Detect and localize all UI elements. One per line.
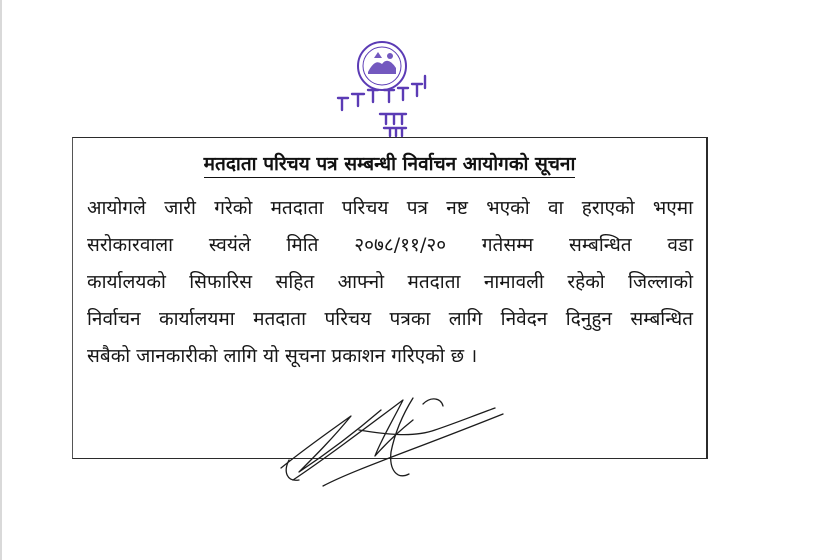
notice-title-text: मतदाता परिचय पत्र सम्बन्धी निर्वाचन आयोगको सूचना — [204, 153, 576, 178]
scan-edge — [0, 0, 2, 560]
notice-box — [72, 137, 708, 459]
signature — [263, 390, 513, 500]
notice-line-1: आयोगले जारी गरेको मतदाता परिचय पत्र नष्ट भएको वा हराएको भएमा — [87, 197, 693, 219]
notice-line-3: कार्यालयको सिफारिस सहित आफ्नो मतदाता नामावली रहेको जिल्लाको — [87, 271, 693, 293]
notice-line-5: सबैको जानकारीको लागि यो सूचना प्रकाशन गरिएको छ । — [87, 345, 478, 367]
notice-title — [73, 150, 706, 176]
notice-line-2: सरोकारवाला स्वयंले मिति २०७८/११/२० गतेसम्म सम्बन्धित वडा — [87, 234, 693, 256]
notice-line-4: निर्वाचन कार्यालयमा मतदाता परिचय पत्रका लागि निवेदन दिनुहुन सम्बन्धित — [87, 308, 693, 330]
election-commission-seal — [330, 28, 440, 138]
notice-body — [87, 190, 693, 375]
